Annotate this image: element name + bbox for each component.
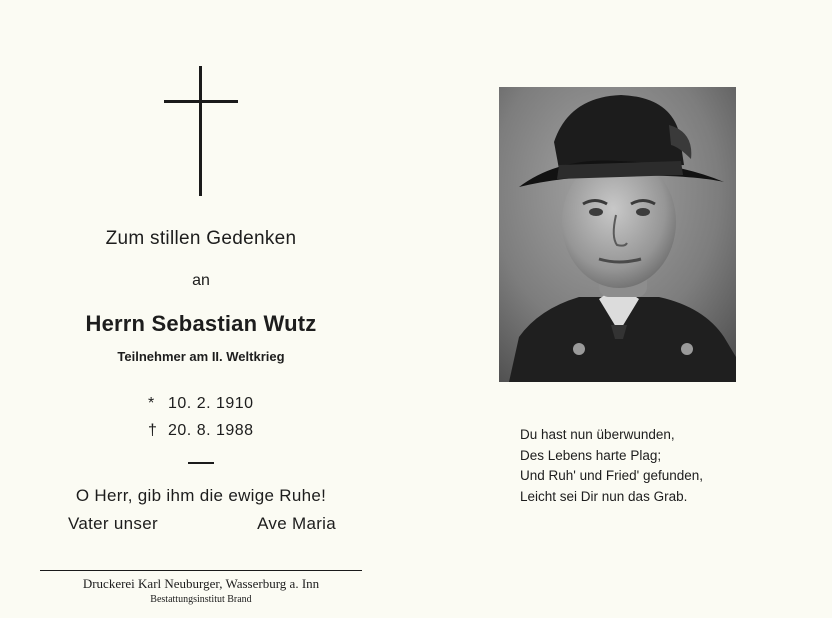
poem-line: Du hast nun überwunden, [520, 427, 675, 442]
prayer-vater-unser: Vater unser [68, 514, 158, 533]
prayer-ave-maria: Ave Maria [257, 514, 336, 533]
deceased-subtitle: Teilnehmer am II. Weltkrieg [117, 349, 285, 364]
prayer-text: O Herr, gib ihm die ewige Ruhe! [75, 486, 327, 505]
portrait-photo [499, 87, 736, 382]
separator-dash [188, 462, 214, 464]
birth-date: 10. 2. 1910 [168, 395, 254, 412]
intro-text: Zum stillen Gedenken [105, 228, 297, 249]
preposition-text: an [192, 272, 210, 289]
death-symbol: † [148, 422, 158, 439]
poem-line: Des Lebens harte Plag; [520, 447, 662, 463]
deceased-name: Herrn Sebastian Wutz [85, 311, 317, 336]
death-date-line [148, 422, 254, 440]
birth-date-line [148, 395, 254, 413]
poem [520, 425, 703, 507]
funeral-institute: Bestattungsinstitut Brand [150, 594, 252, 605]
poem-line: Und Ruh' und Fried' gefunden, [520, 468, 704, 483]
printer-credit: Druckerei Karl Neuburger, Wasserburg a. Inn [82, 576, 320, 591]
birth-symbol: * [148, 395, 155, 412]
poem-line: Leicht sei Dir nun das Grab. [520, 488, 688, 504]
footer-rule [40, 570, 362, 571]
death-date: 20. 8. 1988 [168, 422, 254, 439]
cross-icon [164, 66, 238, 196]
